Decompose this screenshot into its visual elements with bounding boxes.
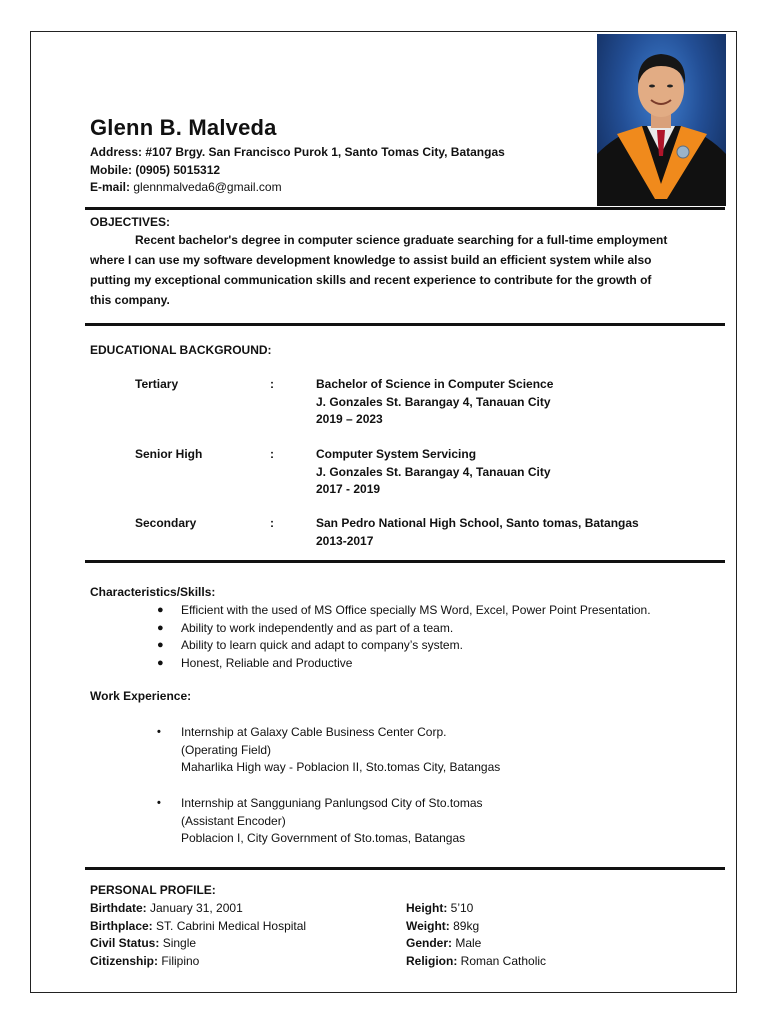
bullet-icon: ● <box>157 639 164 651</box>
height-row: Height: 5’10 <box>406 901 474 915</box>
address-value: #107 Brgy. San Francisco Purok 1, Santo Tomas City, Batangas <box>142 145 505 159</box>
mobile-label: Mobile: <box>90 163 132 177</box>
senior-high-years: 2017 - 2019 <box>316 482 381 496</box>
work-item-2 <box>157 795 483 848</box>
job-title: Internship at Galaxy Cable Business Center Corp. <box>181 725 447 739</box>
objectives-line: putting my exceptional communication skills and recent experience to contribute for the growth of <box>90 273 652 287</box>
profile-photo <box>597 34 726 206</box>
objectives-heading: OBJECTIVES: <box>90 215 171 229</box>
skills-heading: Characteristics/Skills: <box>90 585 216 599</box>
senior-high-address: J. Gonzales St. Barangay 4, Tanauan City <box>316 464 551 479</box>
secondary-years: 2013-2017 <box>316 533 374 548</box>
tertiary-details <box>316 376 553 429</box>
colon: : <box>270 377 274 391</box>
job-location: Poblacion I, City Government of Sto.tomas, Batangas <box>181 831 466 845</box>
senior-high-details <box>316 446 551 499</box>
senior-high-label: Senior High <box>135 447 203 461</box>
email-label: E-mail: <box>90 180 131 194</box>
education-heading: EDUCATIONAL BACKGROUND: <box>90 343 272 357</box>
birthdate-row: Birthdate: January 31, 2001 <box>90 901 243 915</box>
email-value: glennmalveda6@gmail.com <box>130 180 282 194</box>
work-heading: Work Experience: <box>90 689 192 703</box>
colon: : <box>270 447 274 461</box>
bullet-icon: ● <box>157 621 164 634</box>
skills-list <box>157 602 651 672</box>
job-role: (Assistant Encoder) <box>181 813 286 828</box>
tertiary-label: Tertiary <box>135 377 179 391</box>
colon: : <box>270 516 274 530</box>
objectives-line: this company. <box>90 293 170 307</box>
email-line <box>90 180 282 194</box>
applicant-name: Glenn B. Malveda <box>90 115 277 140</box>
bullet-icon: ● <box>157 656 164 669</box>
address-line <box>90 145 505 159</box>
address-label: Address: <box>90 145 143 159</box>
job-title: Internship at Sangguniang Panlungsod City of Sto.tomas <box>181 796 483 810</box>
objectives-line: Recent bachelor's degree in computer science graduate searching for a full-time employment <box>135 233 668 247</box>
objectives-line: where I can use my software development knowledge to assist build an efficient system while also <box>90 253 652 267</box>
tertiary-years: 2019 – 2023 <box>316 412 383 426</box>
profile-heading: PERSONAL PROFILE: <box>90 883 216 897</box>
secondary-label: Secondary <box>135 516 197 530</box>
secondary-school: San Pedro National High School, Santo tomas, Batangas <box>316 516 639 530</box>
job-location: Maharlika High way - Poblacion II, Sto.tomas City, Batangas <box>181 760 501 774</box>
profile-left-column <box>90 900 306 970</box>
mobile-line <box>90 163 220 177</box>
bullet-icon: ● <box>157 604 164 616</box>
section-divider <box>85 867 725 870</box>
work-item-1 <box>157 724 500 777</box>
list-item: ● Honest, Reliable and Productive <box>157 655 651 673</box>
profile-right-column <box>406 900 546 970</box>
section-divider <box>85 207 725 210</box>
senior-high-strand: Computer System Servicing <box>316 447 477 461</box>
tertiary-address: J. Gonzales St. Barangay 4, Tanauan City <box>316 394 551 409</box>
list-item: ● Ability to work independently and as part of a team. <box>157 620 651 638</box>
citizenship-row: Citizenship: Filipino <box>90 953 200 968</box>
graduate-portrait-image <box>597 34 726 206</box>
birthplace-row: Birthplace: ST. Cabrini Medical Hospital <box>90 918 307 933</box>
tertiary-degree: Bachelor of Science in Computer Science <box>316 377 554 391</box>
gender-row: Gender: Male <box>406 936 482 950</box>
weight-row: Weight: 89kg <box>406 918 480 933</box>
bullet-icon: • <box>157 797 161 809</box>
secondary-details <box>316 515 639 550</box>
mobile-value: (0905) 5015312 <box>132 163 221 177</box>
list-item: ● Ability to learn quick and adapt to company’s system. <box>157 637 651 655</box>
section-divider <box>85 323 725 326</box>
section-divider <box>85 560 725 563</box>
religion-row: Religion: Roman Catholic <box>406 953 547 968</box>
objectives-text <box>90 230 690 310</box>
job-role: (Operating Field) <box>181 742 272 757</box>
list-item: ● Efficient with the used of MS Office specially MS Word, Excel, Power Point Presentation. <box>157 602 651 620</box>
civil-status-row: Civil Status: Single <box>90 936 197 950</box>
bullet-icon: • <box>157 726 161 738</box>
